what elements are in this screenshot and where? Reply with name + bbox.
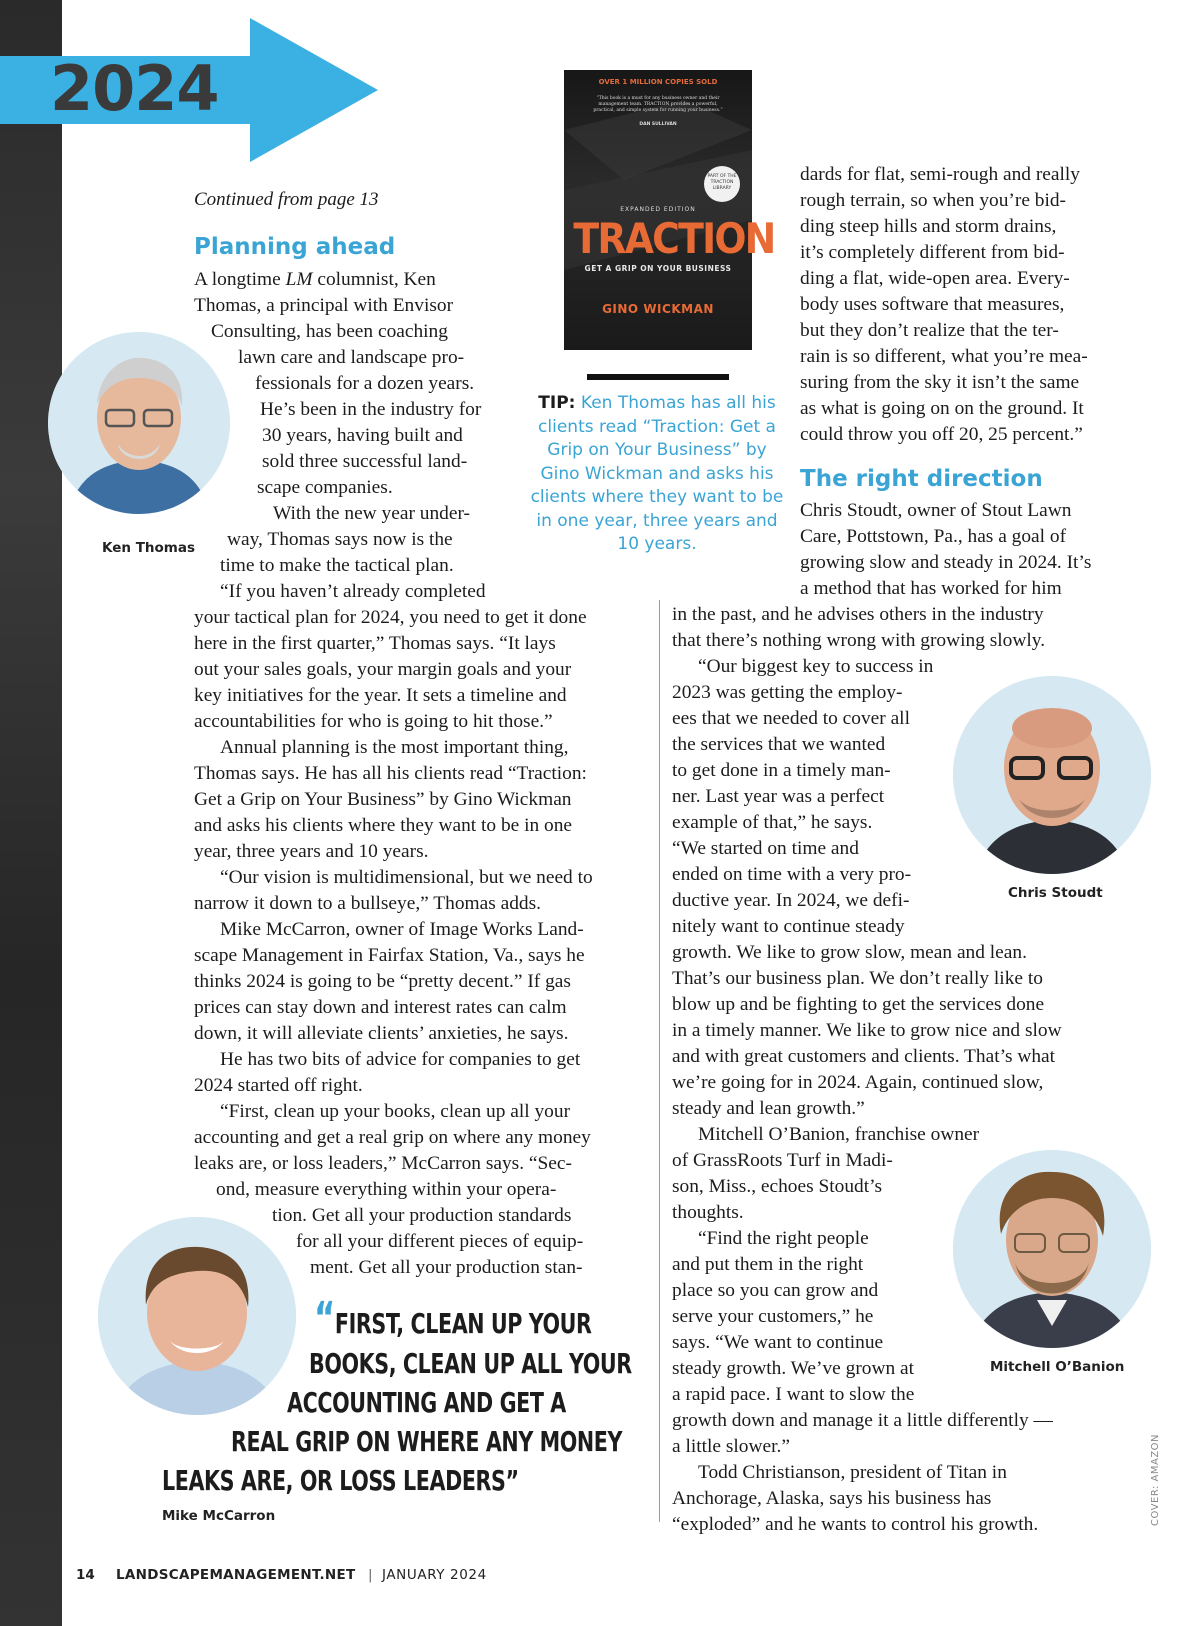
- column-divider: [659, 600, 660, 1522]
- book-title: TRACTION: [573, 214, 775, 263]
- body-line: as what is going on on the ground. It: [800, 398, 1084, 419]
- body-line: to get done in a timely man-: [672, 760, 891, 781]
- chris-stoudt-photo: [953, 676, 1151, 874]
- body-line: but they don’t realize that the ter-: [800, 320, 1059, 341]
- body-line: “First, clean up your books, clean up all your: [220, 1101, 571, 1122]
- body-line: year, three years and 10 years.: [194, 841, 429, 862]
- body-line: Thomas, a principal with Envisor: [194, 295, 454, 316]
- body-line: ductive year. In 2024, we defi-: [672, 890, 910, 911]
- body-line: example of that,” he says.: [672, 812, 873, 833]
- body-line: place so you can grow and: [672, 1280, 879, 1301]
- body-column-left: [0, 0, 660, 1300]
- tip-divider: [587, 374, 729, 380]
- body-line: son, Miss., echoes Stoudt’s: [672, 1176, 883, 1197]
- body-line: “We started on time and: [672, 838, 859, 859]
- body-line: thoughts.: [672, 1202, 744, 1223]
- body-line: nitely want to continue steady: [672, 916, 905, 937]
- body-line: ment. Get all your production stan-: [310, 1257, 583, 1278]
- body-line: time to make the tactical plan.: [220, 555, 454, 576]
- body-line: Annual planning is the most important thing,: [220, 737, 569, 758]
- body-line: serve your customers,” he: [672, 1306, 874, 1327]
- body-line: your tactical plan for 2024, you need to get it done: [194, 607, 587, 628]
- body-line: Consulting, has been coaching: [211, 321, 448, 342]
- body-line: growth. We like to grow slow, mean and lean.: [672, 942, 1027, 963]
- body-line: narrow it down to a bullseye,” Thomas adds.: [194, 893, 541, 914]
- body-line: ding a flat, wide-open area. Every-: [800, 268, 1070, 289]
- footer-separator: |: [368, 1567, 373, 1583]
- body-line: rough terrain, so when you’re bid-: [800, 190, 1067, 211]
- traction-book-cover: [564, 70, 775, 350]
- body-line: Get a Grip on Your Business” by Gino Wickman: [194, 789, 572, 810]
- body-line: ond, measure everything within your opera-: [216, 1179, 557, 1200]
- heading-planning-ahead: Planning ahead: [194, 234, 396, 260]
- pull-quote: [314, 1293, 592, 1344]
- body-line: He has two bits of advice for companies to get: [220, 1049, 581, 1070]
- footer-site: LANDSCAPEMANAGEMENT.NET: [116, 1567, 356, 1583]
- body-line: suring from the sky it isn’t the same: [800, 372, 1080, 393]
- body-line: ended on time with a very pro-: [672, 864, 912, 885]
- body-line: could throw you off 20, 25 percent.”: [800, 424, 1083, 445]
- body-line: in a timely manner. We like to grow nice and slow: [672, 1020, 1062, 1041]
- body-line: and put them in the right: [672, 1254, 864, 1275]
- body-line: ees that we needed to cover all: [672, 708, 910, 729]
- body-line: dards for flat, semi-rough and really: [800, 164, 1080, 185]
- body-line: sold three successful land-: [262, 451, 468, 472]
- pull-quote-line: BOOKS, CLEAN UP ALL YOUR: [309, 1347, 632, 1380]
- body-line: growing slow and steady in 2024. It’s: [800, 552, 1092, 573]
- body-line: Chris Stoudt, owner of Stout Lawn: [800, 500, 1072, 521]
- body-line: body uses software that measures,: [800, 294, 1065, 315]
- tip-box: [528, 392, 786, 557]
- body-line: He’s been in the industry for: [260, 399, 482, 420]
- tip-label: TIP:: [538, 393, 576, 413]
- body-line: That’s our business plan. We don’t really like to: [672, 968, 1043, 989]
- body-line: accounting and get a real grip on where any money: [194, 1127, 591, 1148]
- continued-from-note: Continued from page 13: [194, 189, 379, 210]
- pull-quote-line: LEAKS ARE, OR LOSS LEADERS”: [162, 1464, 519, 1497]
- body-line: a little slower.”: [672, 1436, 790, 1457]
- body-line: rain is so different, what you’re mea-: [800, 346, 1088, 367]
- body-line: lawn care and landscape pro-: [238, 347, 465, 368]
- body-line: of GrassRoots Turf in Madi-: [672, 1150, 893, 1171]
- body-line: With the new year under-: [273, 503, 470, 524]
- body-line: “If you haven’t already completed: [220, 581, 486, 602]
- body-line: steady and lean growth.”: [672, 1098, 865, 1119]
- body-line: a method that has worked for him: [800, 578, 1062, 599]
- body-line: a rapid pace. I want to slow the: [672, 1384, 915, 1405]
- body-line: says. “We want to continue: [672, 1332, 884, 1353]
- body-line: “exploded” and he wants to control his growth.: [672, 1514, 1039, 1535]
- body-line: Mike McCarron, owner of Image Works Land-: [220, 919, 584, 940]
- body-line: tion. Get all your production standards: [272, 1205, 572, 1226]
- tip-text: Ken Thomas has all his clients read “Traction: Get a Grip on Your Business” by Gino Wickman and asks his clients where they want to be in one year, three years and 10 years.: [530, 393, 784, 554]
- book-author: GINO WICKMAN: [602, 302, 714, 316]
- pull-quote-mark: “: [314, 1293, 335, 1344]
- book-subtitle: GET A GRIP ON YOUR BUSINESS: [584, 264, 732, 273]
- body-line: the services that we wanted: [672, 734, 886, 755]
- body-line: scape Management in Fairfax Station, Va., says he: [194, 945, 585, 966]
- pull-quote-line: ACCOUNTING AND GET A: [287, 1386, 566, 1419]
- body-line: here in the first quarter,” Thomas says. “It lays: [194, 633, 556, 654]
- body-line: Thomas says. He has all his clients read “Traction:: [194, 763, 587, 784]
- body-line: in the past, and he advises others in the industry: [672, 604, 1044, 625]
- chris-stoudt-caption: Chris Stoudt: [1008, 885, 1103, 901]
- ken-thomas-caption: Ken Thomas: [102, 540, 195, 556]
- body-line: scape companies.: [257, 477, 393, 498]
- book-edition: EXPANDED EDITION: [620, 206, 696, 213]
- banner-year: 2024: [50, 52, 219, 125]
- body-line: 2024 started off right.: [194, 1075, 363, 1096]
- body-line: we’re going for in 2024. Again, continued slow,: [672, 1072, 1044, 1093]
- body-line: fessionals for a dozen years.: [255, 373, 475, 394]
- body-line: “Our vision is multidimensional, but we need to: [220, 867, 593, 888]
- body-line: that there’s nothing wrong with growing slowly.: [672, 630, 1046, 651]
- body-line: it’s completely different from bid-: [800, 242, 1065, 263]
- body-line: for all your different pieces of equip-: [296, 1231, 584, 1252]
- body-line: down, it will alleviate clients’ anxieties, he says.: [194, 1023, 569, 1044]
- mitchell-obanion-photo: [953, 1150, 1151, 1348]
- body-line: blow up and be fighting to get the services done: [672, 994, 1045, 1015]
- pull-quote-line: REAL GRIP ON WHERE ANY MONEY: [231, 1425, 623, 1458]
- body-line: A longtime LM columnist, Ken: [194, 269, 436, 290]
- body-line: “Find the right people: [698, 1228, 869, 1249]
- body-line: Todd Christianson, president of Titan in: [698, 1462, 1007, 1483]
- heading-right-direction: The right direction: [800, 466, 1043, 492]
- body-line: growth down and manage it a little differently —: [672, 1410, 1053, 1431]
- body-line: prices can stay down and interest rates can calm: [194, 997, 567, 1018]
- body-line: and asks his clients where they want to be in one: [194, 815, 573, 836]
- book-blurb-author: DAN SULLIVAN: [639, 122, 677, 127]
- body-line: 30 years, having built and: [262, 425, 463, 446]
- body-line: accountabilities for who is going to hit those.”: [194, 711, 553, 732]
- book-blurb: “This book is a must for any business owner and their management team. TRACTION provides a powerful, practical, and simple system for running your business.”: [593, 96, 723, 113]
- footer-issue: JANUARY 2024: [382, 1567, 487, 1583]
- body-line: ner. Last year was a perfect: [672, 786, 885, 807]
- body-line: “Our biggest key to success in: [698, 656, 934, 677]
- body-line: and with great customers and clients. That’s what: [672, 1046, 1056, 1067]
- mitchell-obanion-caption: Mitchell O’Banion: [990, 1359, 1125, 1375]
- photo-credit: COVER: AMAZON: [1150, 1433, 1161, 1526]
- body-line: Anchorage, Alaska, says his business has: [672, 1488, 992, 1509]
- footer-page-number: 14: [76, 1567, 95, 1583]
- body-line: thinks 2024 is going to be “pretty decent.” If gas: [194, 971, 571, 992]
- body-line: out your sales goals, your margin goals and your: [194, 659, 572, 680]
- body-line: leaks are, or loss leaders,” McCarron says. “Sec-: [194, 1153, 572, 1174]
- body-line: Mitchell O’Banion, franchise owner: [698, 1124, 980, 1145]
- book-badge: PART OF THE TRACTION LIBRARY: [704, 166, 740, 202]
- book-banner: OVER 1 MILLION COPIES SOLD: [598, 78, 718, 86]
- mike-mccarron-photo: [98, 1217, 296, 1415]
- ken-thomas-photo: [48, 332, 230, 514]
- body-line: 2023 was getting the employ-: [672, 682, 903, 703]
- pull-quote-line: FIRST, CLEAN UP YOUR: [334, 1307, 592, 1340]
- body-line: ding steep hills and storm drains,: [800, 216, 1057, 237]
- body-line: Care, Pottstown, Pa., has a goal of: [800, 526, 1067, 547]
- body-line: key initiatives for the year. It sets a timeline and: [194, 685, 567, 706]
- body-line: steady growth. We’ve grown at: [672, 1358, 915, 1379]
- body-line: way, Thomas says now is the: [227, 529, 453, 550]
- mike-mccarron-caption: Mike McCarron: [162, 1508, 276, 1524]
